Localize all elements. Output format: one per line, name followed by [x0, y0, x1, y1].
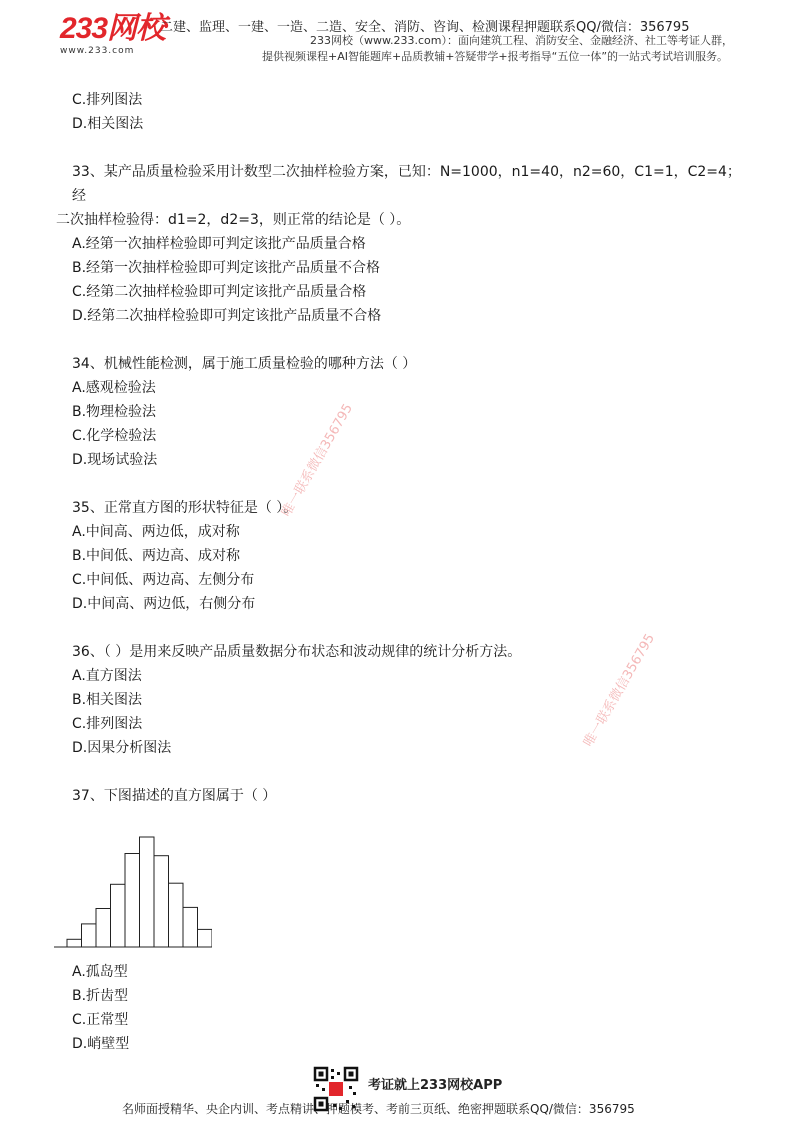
- q35-option-c: C.中间低、两边高、左侧分布: [72, 572, 255, 588]
- q34-option-d: D.现场试验法: [72, 452, 158, 468]
- histogram-bar: [96, 909, 111, 948]
- q33-option-d: D.经第二次抽样检验即可判定该批产品质量不合格: [72, 308, 382, 324]
- histogram-bar: [198, 929, 213, 947]
- question-33: [56, 160, 752, 328]
- q36-option-a: A.直方图法: [72, 668, 142, 684]
- q36-option-d: D.因果分析图法: [72, 740, 172, 756]
- q33-option-c: C.经第二次抽样检验即可判定该批产品质量合格: [72, 284, 367, 300]
- histogram-bar: [169, 883, 184, 947]
- histogram-bar: [125, 854, 140, 948]
- histogram-bar: [154, 856, 169, 947]
- q33-option-b: B.经第一次抽样检验即可判定该批产品质量不合格: [72, 260, 381, 276]
- q36-stem: 36、（ ）是用来反映产品质量数据分布状态和波动规律的统计分析方法。: [72, 644, 522, 660]
- histogram-bar: [111, 884, 126, 947]
- histogram-bar: [67, 939, 82, 947]
- histogram-bar: [183, 907, 198, 947]
- q34-option-c: C.化学检验法: [72, 428, 157, 444]
- histogram-bar: [140, 837, 155, 947]
- q33-stem-line2: 二次抽样检验得：d1=2，d2=3，则正常的结论是（ ）。: [56, 212, 411, 228]
- question-34: [72, 352, 752, 472]
- q37-option-c: C.正常型: [72, 1012, 129, 1028]
- q32-option-d: D.相关图法: [72, 116, 144, 132]
- q37-option-a: A.孤岛型: [72, 964, 128, 980]
- watermark: 唯一联系微信356795: [581, 631, 658, 750]
- q37-options: [72, 960, 752, 1056]
- header-service-line: 提供视频课程+AI智能题库+品质教辅+答疑带学+报考指导“五位一体”的一站式考试培训服务。: [262, 50, 729, 63]
- question-35: [72, 496, 752, 616]
- footer-promo-line: 名师面授精华、央企内训、考点精讲、押题模考、考前三页纸、绝密押题联系QQ/微信：356795: [122, 1102, 635, 1116]
- q37-option-b: B.折齿型: [72, 988, 129, 1004]
- q36-option-b: B.相关图法: [72, 692, 143, 708]
- q32-option-c: C.排列图法: [72, 92, 143, 108]
- histogram-figure: [52, 820, 212, 952]
- q35-option-b: B.中间低、两边高、成对称: [72, 548, 241, 564]
- q34-option-a: A.感观检验法: [72, 380, 156, 396]
- q37-stem: 37、下图描述的直方图属于（ ）: [72, 788, 277, 804]
- question-37: [72, 784, 752, 808]
- question-36: [72, 640, 752, 760]
- q33-stem-line1: 33、某产品质量检验采用计数型二次抽样检验方案，已知：N=1000，n1=40，n2=60，C1=1，C2=4；经: [72, 164, 741, 204]
- site-logo[interactable]: [60, 14, 165, 56]
- logo-url: www.233.com: [60, 46, 135, 56]
- q34-option-b: B.物理检验法: [72, 404, 157, 420]
- watermark: 唯一联系微信356795: [279, 401, 356, 520]
- q35-option-d: D.中间高、两边低，右侧分布: [72, 596, 256, 612]
- q34-stem: 34、机械性能检测，属于施工质量检验的哪种方法（ ）: [72, 356, 417, 372]
- q33-option-a: A.经第一次抽样检验即可判定该批产品质量合格: [72, 236, 366, 252]
- q35-option-a: A.中间高、两边低，成对称: [72, 524, 240, 540]
- histogram-bar: [82, 924, 97, 947]
- question-list: [56, 88, 752, 808]
- logo-text: 233网校: [60, 12, 166, 45]
- q36-option-c: C.排列图法: [72, 716, 143, 732]
- q37-option-d: D.峭壁型: [72, 1036, 130, 1052]
- page-header: [0, 0, 800, 70]
- header-contact-line: 二建、监理、一建、一造、二造、安全、消防、咨询、检测课程押题联系QQ/微信：356795: [160, 20, 690, 35]
- header-intro-line: 233网校（www.233.com）：面向建筑工程、消防安全、金融经济、社工等考证人群，: [310, 34, 733, 47]
- page-footer: [0, 1062, 800, 1131]
- q35-stem: 35、正常直方图的形状特征是（ ）。: [72, 500, 298, 516]
- footer-title: 考证就上233网校APP: [368, 1078, 503, 1093]
